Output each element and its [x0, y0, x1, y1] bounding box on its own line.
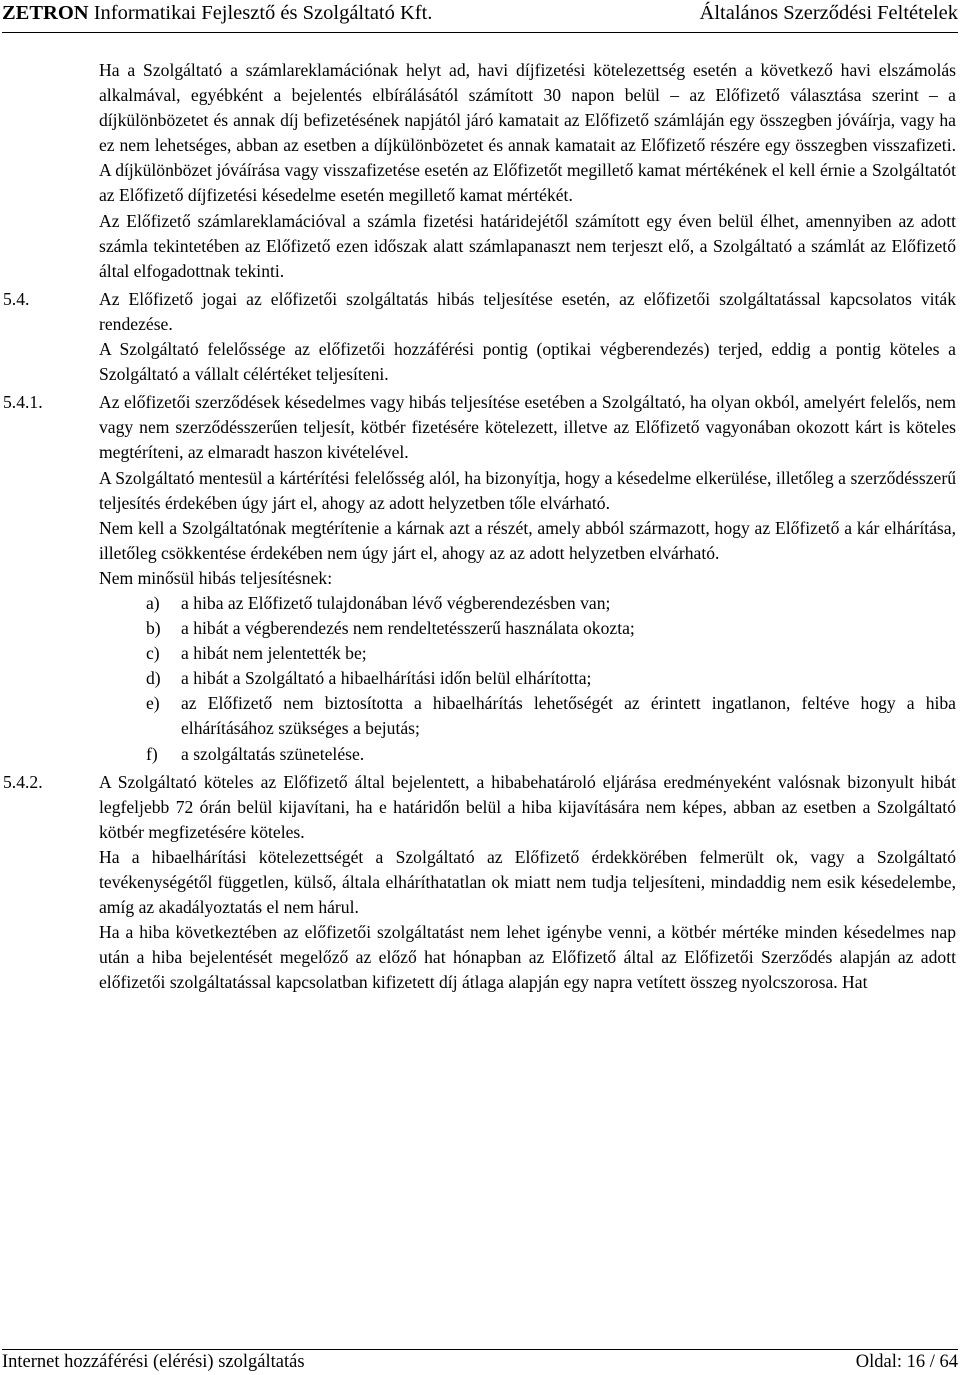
section-text: Az előfizetői szerződések késedelmes vagy hibás teljesítése esetében a Szolgáltató, ha olyan okból, amelyért felelős, nem vagy nem szerződésszerűen teljesít, kötbér fizetésére kötelezett, illetve az Előfizető vagyonában okozott kárt is köteles megtéríteni, az elmaradt haszon kivételével.: [99, 392, 956, 463]
list-item: [146, 691, 956, 741]
paragraph-penalty-amount: Ha a hiba következtében az előfizetői szolgáltatást nem lehet igénybe venni, a kötbér mértéke minden késedelmes nap után a hiba bejelentését megelőző az előző hat hónapban az Előfizető által az Előfizetői Szerződés alapján az adott előfizetői szolgáltatással kapcsolatban kifizetett díj átlaga alapján egy napra vetített összeg nyolcszorosa. Hat: [99, 922, 956, 993]
company-name-rest: Informatikai Fejlesztő és Szolgáltató Kft.: [88, 2, 433, 24]
document-body: [0, 58, 960, 995]
page-header: [2, 0, 958, 33]
header-company: [2, 2, 432, 25]
list-item-label: e): [146, 693, 160, 714]
list-item-text: a hiba az Előfizető tulajdonában lévő végberendezésben van;: [181, 592, 611, 613]
list-item-text: a hibát a Szolgáltató a hibaelhárítási időn belül elhárította;: [181, 668, 592, 689]
list-item-text: a hibát nem jelentették be;: [181, 643, 367, 664]
paragraph-exemption: A Szolgáltató mentesül a kártérítési felelősség alól, ha bizonyítja, hogy a késedelme elkerülése, illetőleg a szerződésszerű teljesítés érdekében úgy járt el, ahogy az adott helyzetben tőle elvárható.: [99, 467, 956, 513]
section-5-4-heading: [3, 287, 956, 337]
section-number: 5.4.: [3, 288, 30, 309]
section-title: Az Előfizető jogai az előfizetői szolgáltatás hibás teljesítése esetén, az előfizetői szolgáltatással kapcsolatos viták rendezése.: [99, 288, 956, 334]
section-text: A Szolgáltató köteles az Előfizető által bejelentett, a hibabehatároló eljárása eredményeként valósnak bizonyult hibát legfeljebb 72 órán belül kijavítani, ha e határidőn belül a hiba kijavítására nem képes, abban az esetben a Szolgáltató kötbér megfizetésére köteles.: [99, 771, 956, 842]
page-footer: [2, 1349, 958, 1375]
list-item-text: a szolgáltatás szünetelése.: [181, 743, 365, 764]
list-item: [146, 742, 956, 767]
section-number: 5.4.2.: [3, 771, 43, 792]
list-item-label: a): [146, 592, 160, 613]
paragraph-not-defective-intro: Nem minősül hibás teljesítésnek:: [99, 567, 333, 588]
list-item-label: c): [146, 643, 160, 664]
section-5-4-2: [3, 770, 956, 845]
list-item-label: b): [146, 618, 161, 639]
list-item-label: f): [146, 743, 158, 764]
list-item: [146, 616, 956, 641]
section-5-4-1: [3, 390, 956, 465]
list-item: [146, 591, 956, 616]
paragraph-complaint-deadline: Az Előfizető számlareklamációval a számla fizetési határidejétől számított egy éven belül élhet, amennyiben az adott számla tekintetében az Előfizető ezen időszak alatt számlapanaszt nem terjeszt elő, a Szolgáltató a számlát az Előfizető által elfogadottnak tekinti.: [99, 210, 956, 281]
list-item-text: az Előfizető nem biztosította a hibaelhárítás lehetőségét az érintett ingatlanon, feltéve hogy a hiba elhárításához szükséges a bejutás;: [181, 693, 956, 739]
exceptions-list: [146, 591, 956, 767]
footer-page-number: Oldal: 16 / 64: [855, 1352, 958, 1372]
header-document-title: Általános Szerződési Feltételek: [699, 2, 958, 24]
paragraph-complaint-refund: Ha a Szolgáltató a számlareklamációnak helyt ad, havi díjfizetési kötelezettség esetén a következő havi elszámolás alkalmával, egyébként a bejelentés elbírálásától számított 30 napon belül – az Előfizető választása szerint – a díjkülönbözetet és annak díj befizetésének napjától járó kamatait az Előfizető számláján egy összegben jóváírja, vagy ha ez nem lehetséges, abban az esetben a díjkülönbözetet és annak kamatait az Előfizető részére egy összegben visszafizeti. A díjkülönbözet jóváírása vagy visszafizetése esetén az Előfizetőt megillető kamat mértékének el kell érnie a Szolgáltatót az Előfizető díjfizetési késedelme esetén megillető kamat mértékét.: [99, 60, 956, 206]
footer-service-name: Internet hozzáférési (elérési) szolgáltatás: [2, 1352, 305, 1372]
company-name-bold: ZETRON: [2, 2, 89, 24]
list-item: [146, 666, 956, 691]
list-item: [146, 641, 956, 666]
paragraph-liability-scope: A Szolgáltató felelőssége az előfizetői hozzáférési pontig (optikai végberendezés) terjed, eddig a pontig köteles a Szolgáltató a vállalt célértéket teljesíteni.: [99, 339, 956, 385]
paragraph-damage-part: Nem kell a Szolgáltatónak megtérítenie a kárnak azt a részét, amely abból származott, hogy az Előfizető a kár elhárítása, illetőleg csökkentése érdekében nem úgy járt el, ahogy az az adott helyzetben elvárható.: [99, 517, 956, 563]
paragraph-force-majeure: Ha a hibaelhárítási kötelezettségét a Szolgáltató az Előfizető érdekkörében felmerült ok, vagy a Szolgáltató tevékenységétől független, külső, általa elháríthatatlan ok miatt nem tudja teljesíteni, mindaddig nem esik késedelembe, amíg az akadályoztatás el nem hárul.: [99, 846, 956, 918]
list-item-label: d): [146, 668, 161, 689]
section-number: 5.4.1.: [3, 392, 43, 413]
list-item-text: a hibát a végberendezés nem rendeltetésszerű használata okozta;: [181, 618, 635, 639]
